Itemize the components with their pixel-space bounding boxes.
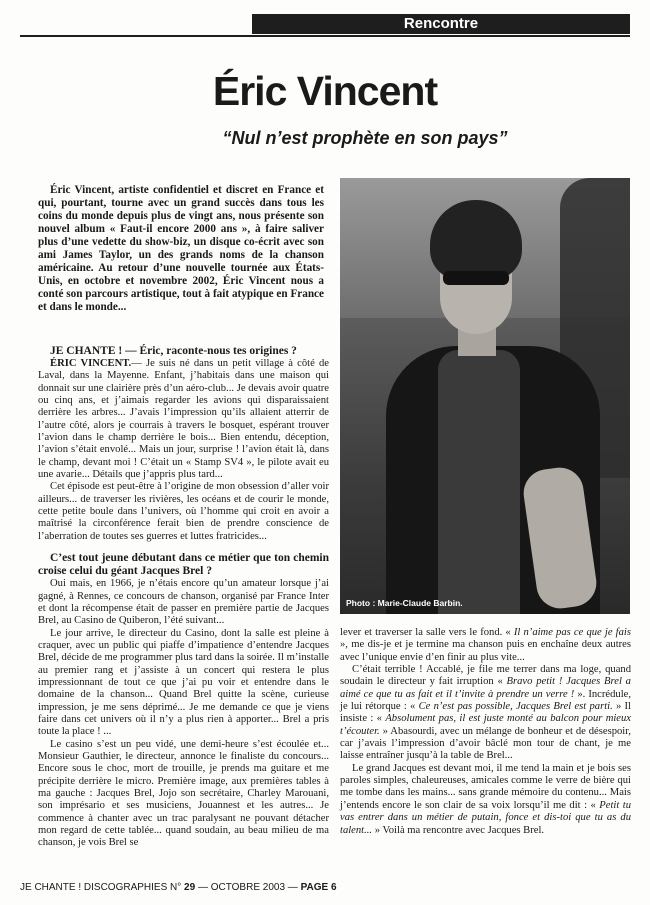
article-column-1 bbox=[38, 345, 329, 850]
column-2-paragraph-3: Le grand Jacques est devant moi, il me tend la main et je bois ses paroles simples, chaleureuses, amicales comme le verre de bière qui me tombe dans les mains... sans grande mémoire du contenu... Mais j’entends encore le son clair de sa voix lorsqu’il me dit : « Petit tu vas entrer dans un métier de putain, fonce et dis-toi que tu as du talent... » Voilà ma rencontre avec Jacques Brel. bbox=[340, 762, 631, 836]
answer-1-continued: Cet épisode est peut-être à l’origine de mon obsession d’aller voir ailleurs... de traverser les rivières, les océans et de courir le monde, cette petite boule dans l’univers, où l’homme qui croit en avoir a maîtrisé la circonférence ferait bien de prendre conscience de l’aberration de toutes ses guerres et luttes fratricides... bbox=[38, 481, 329, 542]
answer-2-paragraph-2: Le jour arrive, le directeur du Casino, dont la salle est pleine à craquer, avec un public qui piaffe d’impatience d’entendre Jacques Brel, décide de me programmer plus tard dans la soirée. Il m’installe au premier rang et j’assiste à un concert qui restera le plus impressionnant de tout ce que j’ai pu voir et entendre dans le domaine de la chanson... Quand Brel quitte la scène, curieuse impression, je me sens déprimé... Je me demande ce que je viens faire dans cet univers où il n’y a plus rien à apporter... Brel a pris toute la place ! ... bbox=[38, 627, 329, 738]
photo-caption: Photo : Marie-Claude Barbin. bbox=[346, 598, 463, 608]
question-1-text: Éric, raconte-nous tes origines ? bbox=[136, 345, 297, 357]
answer-2: Oui mais, en 1966, je n’étais encore qu’un amateur lorsque j’ai gagné, à Rennes, ce concours de chanson, organisé par France Inter et dont la récompense était de passer en première partie de Jacques Brel, au Casino de Quiberon, l’été suivant... bbox=[38, 578, 329, 627]
publication-name: JE CHANTE ! DISCOGRAPHIES N° bbox=[20, 882, 182, 893]
section-label: Rencontre bbox=[403, 15, 479, 32]
portrait-photo bbox=[340, 178, 630, 614]
interviewee-label: ÉRIC VINCENT. bbox=[50, 358, 132, 369]
article-column-2 bbox=[340, 627, 631, 837]
page-number: PAGE 6 bbox=[300, 882, 337, 893]
answer-1-text: — Je suis né dans un petit village à côté de Laval, dans la Mayenne. Enfant, j’habitais dans une maison qui donnait sur une clairière près d’un aéro-club... Je devais avoir quatre ou cinq ans, et j’aimais regarder les avions qui disparaissaient derrière les arbres... J’avais l’impression qu’ils allaient atterrir de l’autre côté, alors je courrais à travers le bosquet, espérant trouver l’avion dans le champ derrière le bois... Bien entendu, déception, l’avion s’était envolé... Mais un jour, surprise ! l’avion était là, dans le champ, devant moi ! C’était un « Stamp SV4 », le pilote avait eu une avarie... Détails que j’appris plus tard... bbox=[38, 358, 329, 481]
article-title: Éric Vincent bbox=[212, 68, 438, 114]
column-2-paragraph-2: C’était terrible ! Accablé, je file me terrer dans ma loge, quand soudain le directeur y fait irruption « Bravo petit ! Jacques Brel a aimé ce que tu as fait et il t’invite à prendre un verre ! ». Incrédule, je lui rétorque : « Ce n’est pas possible, Jacques Brel est parti. » Il insiste : « Absolument pas, il est juste monté au balcon pour mieux t’écouter. » Abasourdi, avec un mélange de bonheur et de désespoir, car j’avais l’impression d’avoir bâclé mon tour de chant, je me laisse entraîner jusqu’à la table de Brel... bbox=[340, 664, 631, 762]
intro-paragraph: Éric Vincent, artiste confidentiel et discret en France et qui, pourtant, tourne avec un grand succès dans tous les coins du monde depuis plus de vingt ans, nous présente son nouvel album « Faut-il encore 2000 ans », à faire saliver plus d’une vedette du show-biz, un disque co-écrit avec son ami James Taylor, un des grands noms de la chanson américaine. Au retour d’une nouvelle tournée aux États-Unis, en octobre et novembre 2002, Éric Vincent nous a conté son parcours artistique, tout à fait atypique en France et dans le monde... bbox=[38, 184, 324, 313]
answer-2-paragraph-3: Le casino s’est un peu vidé, une demi-heure s’est écoulée et... Monsieur Gauthier, le directeur, annonce le finaliste du concours... Encore sous le choc, mort de trouille, je prends ma guitare et me précipite derrière le micro. Première image, aux premières tables à ma gauche : Jacques Brel, Jojo son secrétaire, Charley Marouani, son imprésario et ses musiciens, Jouannest et les autres... Je commence à chanter avec un trac paralysant ne pouvant détacher mon regard de cette tablée... quand soudain, au beau milieu de ma chanson, je vois Brel se bbox=[38, 738, 329, 849]
section-banner bbox=[252, 14, 630, 34]
page-footer bbox=[20, 882, 337, 893]
issue-number: 29 bbox=[184, 882, 196, 893]
column-2-paragraph-1: lever et traverser la salle vers le fond. « Il n’aime pas ce que je fais », me dis-je et je termine ma chanson puis en enchaîne deux autres avec l’unique envie d’en finir au plus vite... bbox=[340, 627, 631, 663]
header-rule bbox=[20, 35, 630, 37]
interviewer-label: JE CHANTE ! — bbox=[50, 345, 137, 357]
issue-date: — OCTOBRE 2003 — bbox=[197, 882, 298, 893]
article-subtitle: “Nul n’est prophète en son pays” bbox=[222, 128, 508, 148]
question-1 bbox=[38, 345, 329, 358]
answer-1 bbox=[38, 358, 329, 481]
question-2: C’est tout jeune débutant dans ce métier que ton chemin croise celui du géant Jacques Brel ? bbox=[38, 552, 329, 578]
